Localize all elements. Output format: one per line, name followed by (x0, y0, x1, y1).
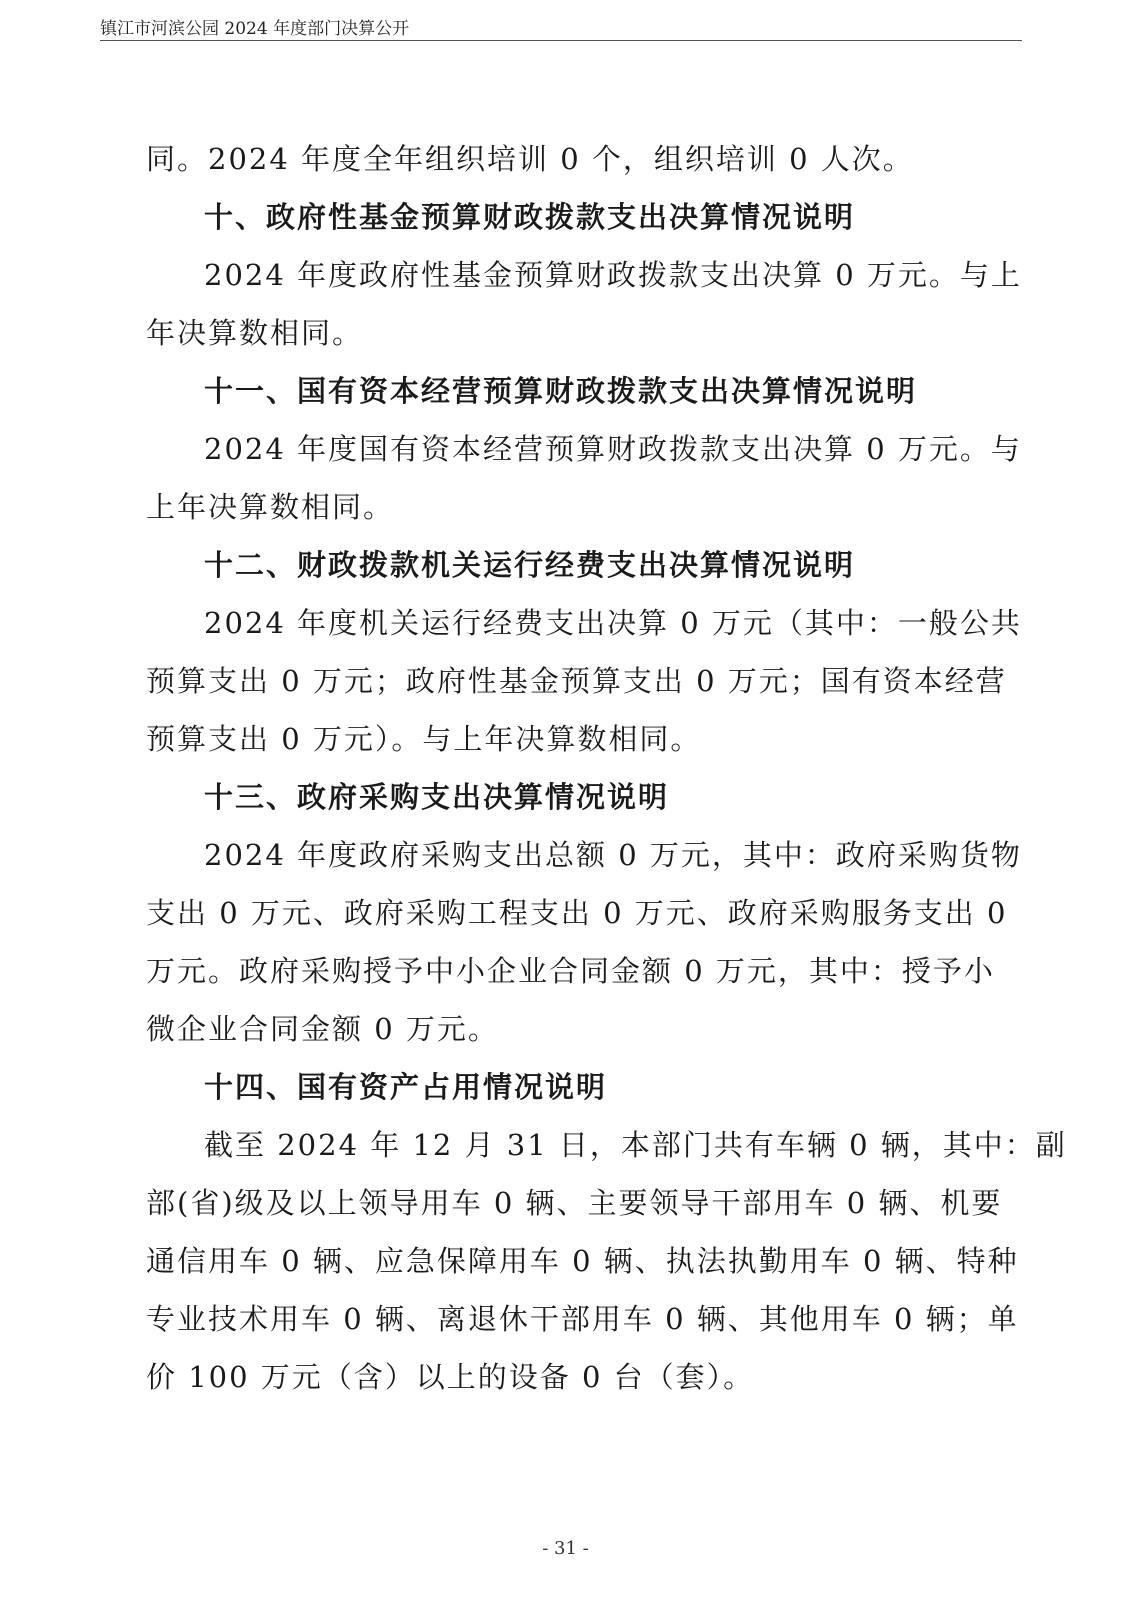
body-line: 预算支出 0 万元；政府性基金预算支出 0 万元；国有资本经营 (146, 664, 1007, 698)
section-heading-12: 十二、财政拨款机关运行经费支出决算情况说明 (204, 548, 856, 582)
body-line: 价 100 万元（含）以上的设备 0 台（套）。 (146, 1360, 755, 1394)
page-header-title: 镇江市河滨公园 2024 年度部门决算公开 (100, 19, 410, 39)
body-line: 年决算数相同。 (146, 316, 364, 350)
body-line: 上年决算数相同。 (146, 490, 395, 524)
body-line: 部(省)级及以上领导用车 0 辆、主要领导干部用车 0 辆、机要 (146, 1186, 1003, 1220)
body-line: 通信用车 0 辆、应急保障用车 0 辆、执法执勤用车 0 辆、特种 (146, 1244, 1019, 1278)
header-divider (100, 40, 1022, 41)
section-heading-10: 十、政府性基金预算财政拨款支出决算情况说明 (204, 200, 856, 234)
body-line: 万元。政府采购授予中小企业合同金额 0 万元，其中：授予小 (146, 954, 995, 988)
body-line: 专业技术用车 0 辆、离退休干部用车 0 辆、其他用车 0 辆；单 (146, 1302, 1019, 1336)
section-heading-13: 十三、政府采购支出决算情况说明 (204, 780, 670, 814)
body-line: 2024 年度机关运行经费支出决算 0 万元（其中：一般公共 (204, 606, 1022, 640)
body-line: 预算支出 0 万元）。与上年决算数相同。 (146, 722, 702, 756)
body-line: 微企业合同金额 0 万元。 (146, 1012, 499, 1046)
section-heading-11: 十一、国有资本经营预算财政拨款支出决算情况说明 (204, 374, 918, 408)
page-number: - 31 - (542, 1538, 589, 1559)
body-line: 2024 年度国有资本经营预算财政拨款支出决算 0 万元。与 (204, 432, 1022, 466)
document-body (146, 130, 1067, 1406)
section-heading-14: 十四、国有资产占用情况说明 (204, 1070, 608, 1104)
body-line: 支出 0 万元、政府采购工程支出 0 万元、政府采购服务支出 0 (146, 896, 1008, 930)
body-line: 2024 年度政府性基金预算财政拨款支出决算 0 万元。与上 (204, 258, 1022, 292)
body-line: 2024 年度政府采购支出总额 0 万元，其中：政府采购货物 (204, 838, 1022, 872)
body-line: 同。2024 年度全年组织培训 0 个，组织培训 0 人次。 (146, 142, 914, 176)
body-line: 截至 2024 年 12 月 31 日，本部门共有车辆 0 辆，其中：副 (204, 1128, 1067, 1162)
